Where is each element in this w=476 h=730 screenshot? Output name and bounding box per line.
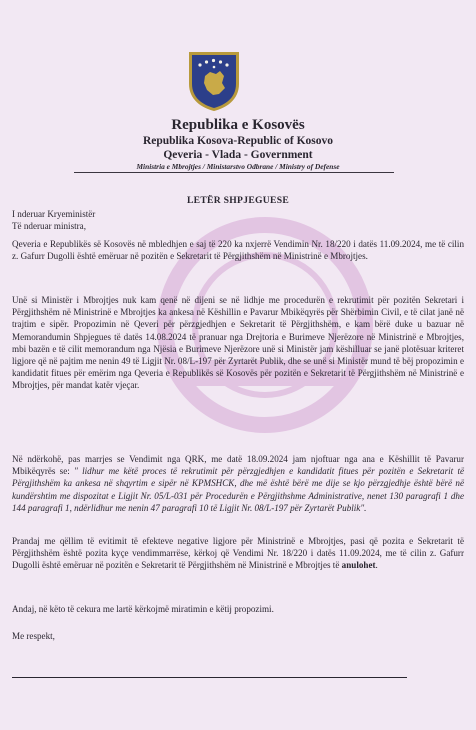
country-name: Republika e Kosovës: [171, 117, 305, 133]
paragraph-1-text: Qeveria e Republikës së Kosovës në mbledhjen e saj të 220 ka nxjerrë Vendimin Nr. 18/220 i datës 11.09.2024, me të cilin z. Gafurr Dugolli është emëruar në pozitën e Sekretarit të Përgjithshëm në Ministrinë e Mbrojtjes.: [12, 239, 464, 262]
government-name: Qeveria - Vlada - Government: [163, 149, 313, 161]
salutation-line-1: I nderuar Kryeministër: [12, 209, 96, 219]
paragraph-4-end: .: [375, 560, 378, 571]
paragraph-1: [12, 238, 464, 262]
salutation-line-2: Të nderuar ministra,: [12, 221, 86, 232]
paragraph-2: [12, 294, 464, 392]
paragraph-2-text: Unë si Ministër i Mbrojtjes nuk kam qenë në dijeni se në lidhje me procedurën e rekrutimit për pozitën Sekretari i Përgjithshëm në Ministrinë e Mbrojtjes ka ankesa në Këshillin e Pavarur Mbikëqyrës për Shërbimin Civil, e të cilat janë në trajtim e sipër. Propozimin në Qeveri për përzgjedhjen e Sekretarit të Përgjithshëm, e kam bërë duke u bazuar në Memorandumin Shpjegues të datës 14.08.2024 të pranuar nga Drejtoria e Burimeve Njerëzore në Ministrinë e Mbrojtjes, mbi bazën e të cilit memorandum nga Njësia e Burimeve Njerëzore unë si Ministër jam këshilluar se janë plotësuar kriteret ligjore që në pajtim me nenin 49 të Ligjit Nr. 08/L-197 për Zyrtarët Publik, dhe se unë si Ministër mund të bëj propozimin e kandidatit fitues për emërim nga Qeveria e Republikës së Kosovës për pozitën e Sekretarit të Përgjithshëm në Ministrinë e Mbrojtjes, për mandat katër vjeçar.: [12, 295, 464, 391]
paragraph-4: [12, 535, 464, 572]
signature-line: [12, 677, 407, 678]
paragraph-3-intro: Në ndërkohë, pas marrjes se Vendimit nga QRK, me datë 18.09.2024 jam njoftuar nga ana e Këshillit të Pavarur Mbikëqyrës se:: [12, 454, 464, 477]
paragraph-3: [12, 453, 464, 514]
closing: [12, 630, 464, 642]
paragraph-4-text: Prandaj me qëllim të evitimit të efekteve negative ligjore për Ministrinë e Mbrojtjes, pasi që pozita e Sekretarit të Përgjithshëm është pozita kyçe vendimmarrëse, kërkoj që Vendimi Nr. 18/220 i datës 11.09.2024, me të cilin z. Gafurr Dugolli është emëruar në pozitën e Sekretarit të Përgjithshëm në Ministrinë e Mbrojtjes të: [12, 536, 464, 571]
country-name-multilingual: Republika Kosova-Republic of Kosovo: [142, 135, 334, 147]
paragraph-5: [12, 603, 464, 615]
letter-title: LETËR SHPJEGUESE: [186, 195, 290, 206]
paragraph-3-quote: " lidhur me këtë proces të rekrutimit për përzgjedhjen e kandidatit fitues për pozitën e Sekretarit të Përgjithshëm ka ankesa në shqyrtim e sipër në KPMSHCK, dhe më është bërë me dije se kjo përzgjedhje është bërë në kundërshtim me dispozitat e Ligjit Nr. 05/L-031 për Procedurën e Përgjithshme Administrative, nenet 130 paragrafi 1 dhe 144 paragrafi 1, ndërlidhur me nenin 47 paragrafi 10 të Ligjit Nr. 08/L-197 për Zyrtarët Publik".: [12, 466, 465, 513]
paragraph-4-emphasis: anulohet: [341, 560, 376, 571]
paragraph-5-text: Andaj, në këto të cekura me lartë kërkojmë miratimin e këtij propozimi.: [12, 604, 274, 614]
header-divider: [74, 172, 394, 173]
kosovo-coat-of-arms: [186, 50, 242, 112]
closing-text: Me respekt,: [12, 631, 55, 641]
ministry-name: Ministria e Mbrojtjes / Ministarstvo Odbrane / Ministry of Defense: [136, 162, 340, 171]
salutation: [12, 208, 464, 232]
